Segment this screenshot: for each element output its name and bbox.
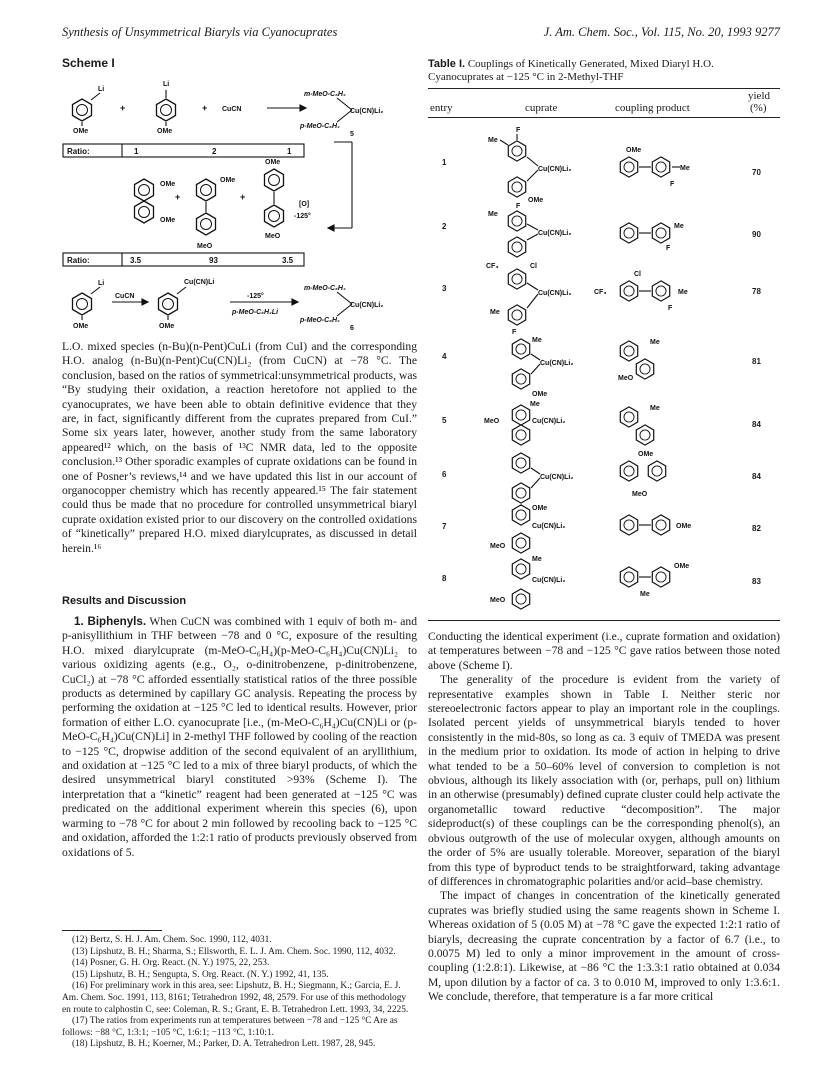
entry-2: 2 xyxy=(442,222,447,231)
biphenyls-heading: 1. Biphenyls. xyxy=(74,615,147,628)
r4-me: Me xyxy=(532,337,542,344)
cu-li-label: Cu(CN)Li xyxy=(184,279,215,286)
li-label-2: Li xyxy=(163,81,170,88)
table-caption: Table I. Couplings of Kinetically Generated, Mixed Diaryl H.O. Cyanocuprates at −125 °C in 2-Methyl-THF xyxy=(428,58,714,83)
plus-2: + xyxy=(202,103,208,113)
p-aryl-label-1: p-MeO-C₆H₄ xyxy=(300,123,340,130)
ref-14: (14) Posner, G. H. Org. React. (N. Y.) 1975, 22, 253. xyxy=(72,958,270,969)
p-aryl-li-label: p-MeO-C₆H₄Li xyxy=(232,309,279,316)
r8-cu: Cu(CN)Li₂ xyxy=(532,577,566,584)
r1-cu: Cu(CN)Li₂ xyxy=(538,166,572,173)
r1p-f: F xyxy=(670,181,675,188)
cucn-label-2: CuCN xyxy=(115,293,135,300)
temp-label-1: -125° xyxy=(294,213,311,220)
ratio-label-2: Ratio: xyxy=(67,256,90,265)
r6-cu: Cu(CN)Li₂ xyxy=(540,474,574,481)
r1-ome: OMe xyxy=(528,197,544,204)
cu-li2-label-2: Cu(CN)Li₂ xyxy=(350,302,384,309)
ref-18: (18) Lipshutz, B. H.; Koerner, M.; Parker, D. A. Tetrahedron Lett. 1987, 28, 945. xyxy=(72,1039,376,1050)
yield-2: 90 xyxy=(752,230,761,239)
ome-label-8: OMe xyxy=(159,323,175,330)
references xyxy=(62,935,417,1051)
ome-label-2: OMe xyxy=(157,128,173,135)
ref-12: (12) Bertz, S. H. J. Am. Chem. Soc. 1990, 112, 4031. xyxy=(72,935,272,945)
entry-4: 4 xyxy=(442,352,447,361)
yield-1: 70 xyxy=(752,168,761,177)
col-entry: entry xyxy=(430,102,453,114)
r3p-cf3: CF₃ xyxy=(594,289,607,296)
ratio-label-1: Ratio: xyxy=(67,147,90,156)
r8p-ome: OMe xyxy=(674,563,690,570)
entry-6: 6 xyxy=(442,470,447,479)
yield-8: 83 xyxy=(752,577,761,586)
r3-me: Me xyxy=(490,309,500,316)
ratio1-c: 1 xyxy=(287,147,292,156)
p-aryl-label-2: p-MeO-C₆H₄ xyxy=(300,317,340,324)
temp-label-2: -125° xyxy=(247,293,264,300)
cucn-label-1: CuCN xyxy=(222,106,242,113)
r6p-meo: MeO xyxy=(632,491,648,498)
yield-5: 84 xyxy=(752,420,761,429)
scheme-diagram xyxy=(62,70,417,332)
entry-8: 8 xyxy=(442,574,447,583)
r3-cl: Cl xyxy=(530,263,537,270)
m-aryl-label-2: m-MeO-C₆H₄ xyxy=(304,285,346,292)
yield-3: 78 xyxy=(752,287,761,296)
r3p-f: F xyxy=(668,305,673,312)
r5p-ome: OMe xyxy=(638,451,654,458)
running-header-left: Synthesis of Unsymmetrical Biaryls via Cyanocuprates xyxy=(62,25,338,39)
right-paragraph-1: Conducting the identical experiment (i.e., cuprate formation and oxidation) at temperatures between −78 and −125 °C gave ratios between those noted above (Scheme I). xyxy=(428,630,780,672)
cu-li2-label-1: Cu(CN)Li₂ xyxy=(350,108,384,115)
r8-meo: MeO xyxy=(490,597,506,604)
scheme-title: Scheme I xyxy=(62,56,115,70)
r3p-me: Me xyxy=(678,289,688,296)
r2-f: F xyxy=(516,203,521,210)
r2-me: Me xyxy=(488,211,498,218)
footnote-rule xyxy=(62,930,162,931)
oxidant-label: [O] xyxy=(299,201,310,208)
r5p-me: Me xyxy=(650,405,660,412)
r1-f: F xyxy=(516,127,521,134)
r1p-me: Me xyxy=(680,165,690,172)
ratio2-b: 93 xyxy=(209,256,218,265)
r5-meo: MeO xyxy=(484,418,500,425)
ref-17: (17) The ratios from experiments run at temperatures between −78 and −125 °C Are as follows: −88 °C, 1:3:1; −105 °C, 1:6:1; −113 °C, 1:10:1. xyxy=(62,1016,398,1038)
r3-cu: Cu(CN)Li₂ xyxy=(538,290,572,297)
ome-label-1: OMe xyxy=(73,128,89,135)
r1p-ome: OMe xyxy=(626,147,642,154)
r7p-ome: OMe xyxy=(676,523,692,530)
r7-meo: MeO xyxy=(490,543,506,550)
r4p-meo: MeO xyxy=(618,375,634,382)
col-cuprate: cuprate xyxy=(525,102,558,114)
r1-me: Me xyxy=(488,137,498,144)
plus-1: + xyxy=(120,103,126,113)
r4p-me: Me xyxy=(650,339,660,346)
r6-ome: OMe xyxy=(532,505,548,512)
r8-me: Me xyxy=(532,556,542,563)
compound-6: 6 xyxy=(350,325,354,332)
table-bottom-rule xyxy=(428,620,780,621)
compound-5: 5 xyxy=(350,131,354,138)
right-text xyxy=(428,630,780,1005)
ref-15: (15) Lipshutz, B. H.; Sengupta, S. Org. React. (N. Y.) 1992, 41, 135. xyxy=(72,969,329,980)
yield-4: 81 xyxy=(752,357,761,366)
ref-16: (16) For preliminary work in this area, see: Lipshutz, B. H.; Siegmann, K.; Garcia, E. J. Am. Chem. Soc. 1991, 113, 8161; Tetrahedron 1992, 48, 2579. For use of this methodology en route to calphostin C, see: Coleman, R. S.; Grant, E. B. Tetrahedron Lett. 1993, 34, 2225. xyxy=(62,981,409,1015)
yield-7: 82 xyxy=(752,524,761,533)
r5-cu: Cu(CN)Li₂ xyxy=(532,418,566,425)
ref-13: (13) Lipshutz, B. H.; Sharma, S.; Ellsworth, E. L. J. Am. Chem. Soc. 1990, 112, 4032. xyxy=(72,946,396,957)
m-aryl-label-1: m-MeO-C₆H₄ xyxy=(304,91,346,98)
left-paragraph-2: 1. Biphenyls. When CuCN was combined with 1 equiv of both m- and p-anisyllithium in THF between −78 and 0 °C, exposure of the resulting H.O. mixed diarylcuprate (m-MeO-C₆H₄)(p-MeO-C₆H₄)Cu(CN)Li₂ to various oxidizing agents (e.g., O₂, o-dinitrobenzene, p-dinitrobenzene, CuCl₂) at −78 °C afforded essentially statistical ratios of the three possible products as determined by capillary GC analysis. Repeating the process by performing the oxidation at −125 °C led to identical results. However, prior formation of either L.O. cyanocuprate [i.e., (m-MeO-C₆H₄)Cu(CN)Li or (p-MeO-C₆H₄)Cu(CN)Li] in 2-methyl THF followed by cooling of the reaction to −125 °C, dropwise addition of the second equivalent of an aryllithium, and oxidation at −125 °C led to a mix of three biaryl products, of which the desired unsymmetrical biaryl constituted >93% (Scheme I). The interpretation that a “kinetic” reagent had been generated at −125 °C was predicated on the additional experiment wherein this species (6), upon warming to −78 °C for about 2 min followed by recooling back to −125 °C and oxidation, afforded the 1:2:1 ratio of products previously observed from oxidations of 5. xyxy=(62,615,418,859)
r7-cu: Cu(CN)Li₂ xyxy=(532,523,566,530)
r5-me: Me xyxy=(530,401,540,408)
plus-4: + xyxy=(240,192,246,202)
table-top-rule xyxy=(428,88,780,89)
r3-cf3: CF₃ xyxy=(486,263,499,270)
li-label-3: Li xyxy=(98,280,105,287)
r2-cu: Cu(CN)Li₂ xyxy=(538,230,572,237)
ome-label-3: OMe xyxy=(160,181,176,188)
table-structures xyxy=(428,118,758,618)
r3-f: F xyxy=(512,329,517,336)
ome-label-6: OMe xyxy=(265,159,281,166)
r4-ome: OMe xyxy=(532,391,548,398)
plus-3: + xyxy=(175,192,181,202)
m-anisyllithium-ring xyxy=(73,99,92,121)
right-paragraph-2: The generality of the procedure is evident from the variety of representative examples shown in Table I. Neither steric nor stereoelectronic factors appear to play an important role in the couplings. Isolated percent yields of unsymmetrical biaryls tended to hover consistently in the mid-80s, so long as ca. 3 equiv of TMEDA was present in the medium prior to oxidation. Its mode of action in helping to drive what tended to be a 50–60% level of conversion to completion is not obvious, although its likely association with (or, perhaps, pull on) lithium in an otherwise (presumably) defined cuprate cluster could help activate the organometallic toward reductive “decomposition”. The major sideproduct(s) of these couplings can be the corresponding phenol(s), an obvious outgrowth of the use of molecular oxygen, although amounts on the order of 5% are usually tolerable. Moreover, separation of the biaryl from this type of byproduct tends to be straightforward, taking advantage of differences in chromatographic polarities and/or acid–base chemistry. xyxy=(428,673,780,888)
col-yield-1: yield xyxy=(748,90,770,102)
r2p-f: F xyxy=(666,245,671,252)
ome-label-4: OMe xyxy=(160,217,176,224)
yield-6: 84 xyxy=(752,472,761,481)
li-label-1: Li xyxy=(98,86,105,93)
entry-7: 7 xyxy=(442,522,447,531)
entry-5: 5 xyxy=(442,416,447,425)
col-yield-2: (%) xyxy=(750,102,767,114)
ratio2-c: 3.5 xyxy=(282,256,294,265)
ome-label-7: OMe xyxy=(73,323,89,330)
r3p-cl: Cl xyxy=(634,271,641,278)
ratio2-a: 3.5 xyxy=(130,256,142,265)
p-anisyllithium-ring xyxy=(157,99,176,121)
left-paragraph-1: L.O. mixed species (n-Bu)(n-Pent)CuLi (from CuI) and the corresponding H.O. analog (n-Bu)(n-Pent)Cu(CN)Li₂ (from CuCN) at −78 °C. The conclusion, based on the ratios of symmetrical:unsymmetrical products, was “By studying their oxidation, a reaction heretofore not applied to the cyanocuprates, we have been able to obtain definitive evidence that they are, in fact, significantly different from the cuprates prepared from CuI.” Some six years later, however, another study from the same laboratory appeared¹² which, on the basis of ¹³C NMR data, led to the opposite conclusion.¹³ Other sporadic examples of cuprate oxidations can be found in one of Posner’s reviews,¹⁴ and we have updated this list in our account of organocopper chemistry which has recently appeared.¹⁵ The fair statement could thus be made that no procedure for controlled unsymmetrical biaryl cuprate oxidation existed prior to our discovery on the controlled oxidations of “kinetically” prepared H.O. mixed diarylcuprates, as discussed in detail herein.¹⁶ xyxy=(62,340,417,555)
ome-label-5: OMe xyxy=(220,177,236,184)
entry-1: 1 xyxy=(442,158,447,167)
ratio1-a: 1 xyxy=(134,147,139,156)
meo-label-1: MeO xyxy=(197,243,213,250)
running-header-right: J. Am. Chem. Soc., Vol. 115, No. 20, 1993 9277 xyxy=(543,25,780,39)
entry-3: 3 xyxy=(442,284,447,293)
right-paragraph-3: The impact of changes in concentration of the kinetically generated cuprates was briefly studied using the same reagents shown in Scheme I. Whereas oxidation of 5 (0.05 M) at −78 °C gave the expected 1:2:1 ratio of biaryls, decreasing the cuprate concentration by a factor of 6.7 (i.e., to 0.0075 M) led to only a minor improvement in the amount of cross-coupling (1:2.8:1). Likewise, at −86 °C the 1:3.3:1 ratio obtained at 0.034 M, upon dilution by a factor of ca. 3 to 0.010 M, improved to only 1:3.6:1. We conclude, therefore, that temperature is a far more critical xyxy=(428,889,780,1004)
meo-label-2: MeO xyxy=(265,233,281,240)
r8p-me: Me xyxy=(640,591,650,598)
r4-cu: Cu(CN)Li₂ xyxy=(540,360,574,367)
col-product: coupling product xyxy=(615,102,690,114)
r2p-me: Me xyxy=(674,223,684,230)
ratio1-b: 2 xyxy=(212,147,217,156)
section-heading: Results and Discussion xyxy=(62,595,187,607)
